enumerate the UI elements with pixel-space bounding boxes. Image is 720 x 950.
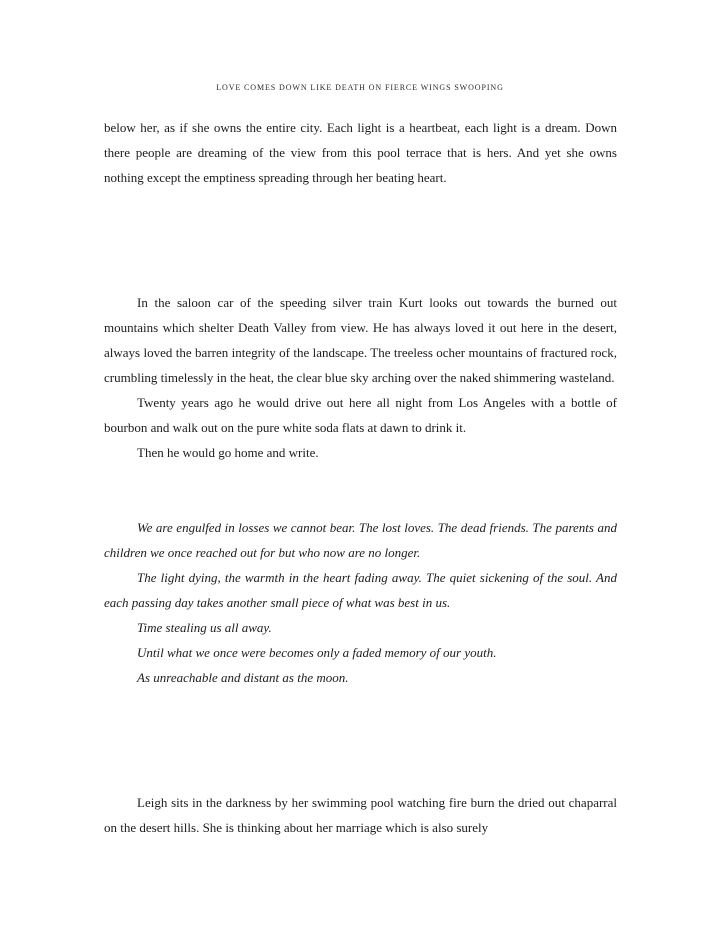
scene-break <box>104 690 617 790</box>
paragraph: Twenty years ago he would drive out here all night from Los Angeles with a bottle of bourbon and walk out on the pure white soda flats at dawn to drink it. <box>104 395 617 435</box>
paragraph: We are engulfed in losses we cannot bear. The lost loves. The dead friends. The parents and children we once reached out for but who now are no longer. <box>104 520 617 560</box>
scene-break <box>104 190 617 290</box>
paragraph: In the saloon car of the speeding silver train Kurt looks out towards the burned out mountains which shelter Death Valley from view. He has always loved it out here in the desert, always loved the barren integrity of the landscape. The treeless ocher mountains of fractured rock, crumbling timelessly in the heat, the clear blue sky arching over the naked shimmering wasteland. <box>104 295 617 385</box>
paragraph: As unreachable and distant as the moon. <box>137 670 349 685</box>
paragraph: The light dying, the warmth in the heart fading away. The quiet sickening of the soul. And each passing day takes another small piece of what was best in us. <box>104 570 617 610</box>
page-body <box>104 115 617 840</box>
paragraph: Until what we once were becomes only a faded memory of our youth. <box>137 645 497 660</box>
paragraph: Then he would go home and write. <box>137 445 319 460</box>
paragraph: Leigh sits in the darkness by her swimming pool watching fire burn the dried out chaparral on the desert hills. She is thinking about her marriage which is also surely <box>104 795 617 835</box>
running-header: LOVE COMES DOWN LIKE DEATH ON FIERCE WINGS SWOOPING <box>216 83 504 92</box>
paragraph: below her, as if she owns the entire city. Each light is a heartbeat, each light is a dream. Down there people are dreaming of the view from this pool terrace that is hers. And yet she owns nothing except the emptiness spreading through her beating heart. <box>104 120 617 185</box>
paragraph: Time stealing us all away. <box>137 620 272 635</box>
scene-break <box>104 465 617 515</box>
